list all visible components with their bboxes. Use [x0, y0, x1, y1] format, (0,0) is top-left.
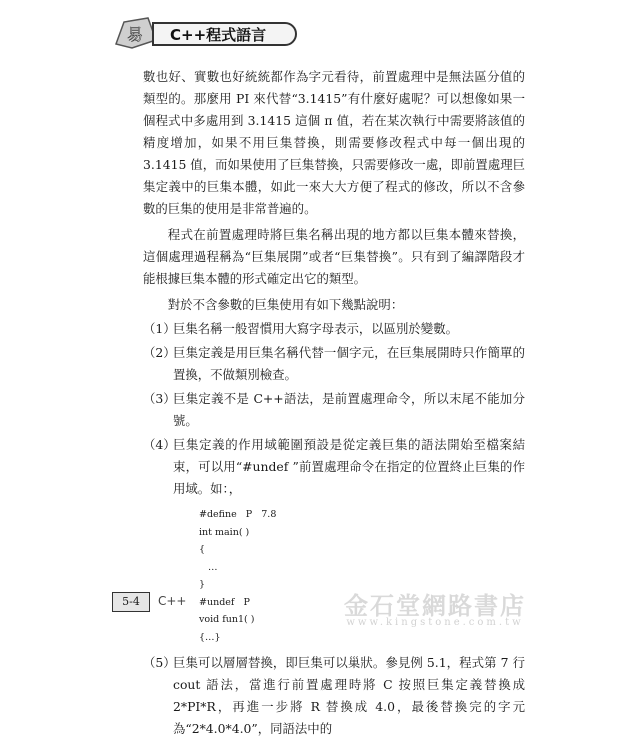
watermark-name: 金石堂網路書店 — [344, 591, 526, 620]
page-number: 5-4 — [112, 592, 150, 612]
list-item — [143, 342, 525, 386]
footer-label: C++ — [158, 594, 187, 608]
list-item-number: （2） — [143, 345, 176, 360]
list-item-text: 巨集定義不是 C++語法，是前置處理命令，所以末尾不能加分號。 — [173, 391, 525, 428]
paragraph-1: 數也好、實數也好統統都作為字元看待，前置處理中是無法區分值的類型的。那麼用 PI 來代替“3.1415”有什麼好處呢？可以想像如果一個程式中多處用到 3.1415 這個 π 值，若在某次執行中需要將該值的精度增加，如果不用巨集替換，則需要修改程式中每一個出現的 3.1415 值，而如果使用了巨集替換，只需要修改一處，即前置處理巨集定義中的巨集本體，如此一來大大方便了程式的修改，所以不含參數的巨集的使用是非常普遍的。 — [143, 69, 525, 216]
code-block: #define P 7.8 int main( ) { … } #undef P void fun1( ) {…} — [199, 509, 277, 643]
badge-text: 易 — [127, 25, 144, 44]
list-item — [143, 388, 525, 432]
list-item — [143, 318, 525, 340]
watermark-url: www.kingstone.com.tw — [346, 617, 524, 628]
page-header — [112, 14, 297, 52]
list-item-number: （3） — [143, 391, 176, 406]
watermark — [240, 586, 630, 628]
list-item-text: 巨集可以層層替換，即巨集可以巢狀。參見例 5.1，程式第 7 行 cout 語法，當進行前置處理時將 C 按照巨集定義替換成 2*PI*R，再進一步將 R 替換成 4.0，最後替換完的字元為“2*4.0*4.0”，同語法中的 — [173, 655, 525, 736]
book-title: C++程式語言 — [170, 26, 267, 44]
list-item-text: 巨集定義的作用域範圍預設是從定義巨集的語法開始至檔案結束，可以用“#undef ”前置處理命令在指定的位置終止巨集的作用域。如：， — [173, 437, 525, 496]
paragraph-2: 程式在前置處理時將巨集名稱出現的地方都以巨集本體來替換，這個處理過程稱為“巨集展開”或者“巨集替換”。只有到了編譯階段才能根據巨集本體的形式確定出它的類型。 — [143, 227, 525, 286]
paragraph-3: 對於不含參數的巨集使用有如下幾點說明： — [167, 297, 404, 312]
list-item-number: （5） — [143, 655, 176, 670]
list-item-number: （1） — [143, 321, 176, 336]
list-item-text: 巨集定義是用巨集名稱代替一個字元，在巨集展開時只作簡單的置換，不做類別檢查。 — [173, 345, 525, 382]
page-content — [143, 66, 525, 740]
page-footer — [112, 592, 222, 614]
list-item-text: 巨集名稱一般習慣用大寫字母表示，以區別於變數。 — [173, 321, 458, 336]
list-item-number: （4） — [143, 437, 176, 452]
list-item — [143, 652, 525, 740]
